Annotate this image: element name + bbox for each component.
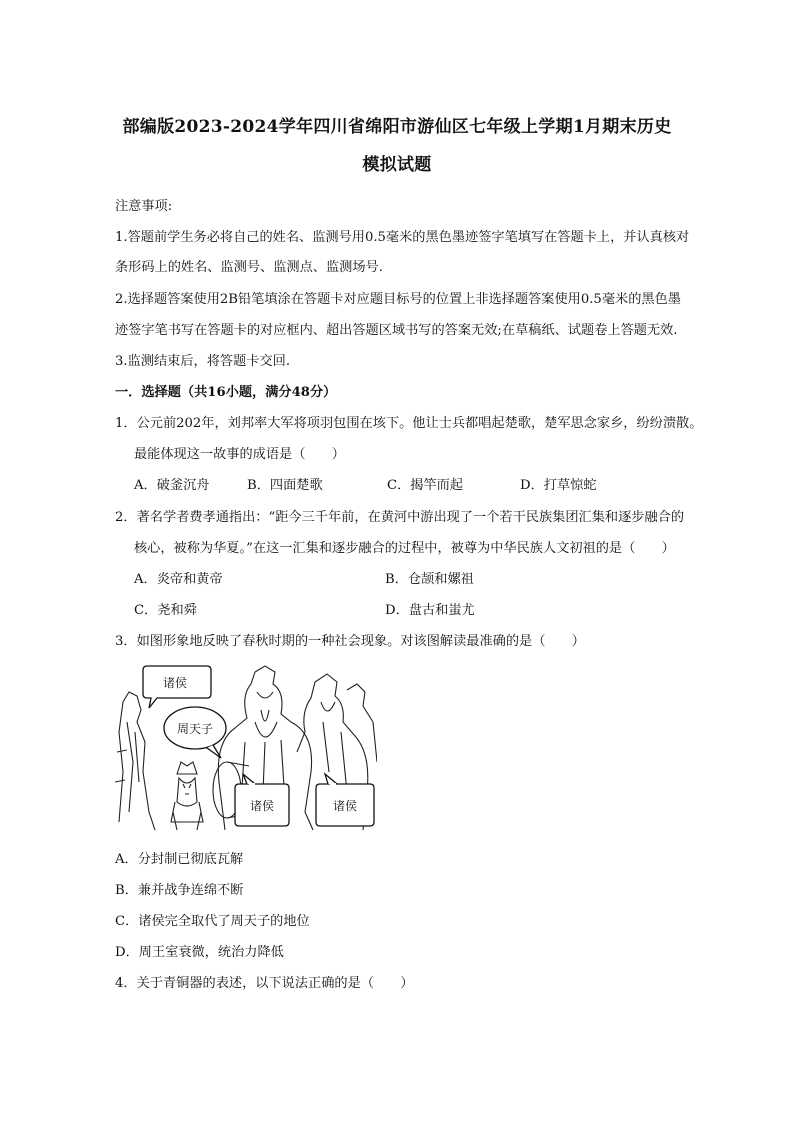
question-3-option-c: C．诸侯完全取代了周天子的地位 [115,914,310,929]
exam-title-line1: 部编版2023-2024学年四川省绵阳市游仙区七年级上学期1月期末历史 [122,117,672,137]
question-2-option-a: A．炎帝和黄帝 [134,572,223,587]
notice-item2-line2: 迹签字笔书写在答题卡的对应框内、超出答题区域书写的答案无效;在草稿纸、试题卷上答题无效. [115,323,678,338]
question-2-option-b: B．仓颉和嫘祖 [385,572,474,587]
notice-item1-line2: 条形码上的姓名、监测号、监测点、监测场号. [115,260,383,275]
question-1-option-b: B．四面楚歌 [247,478,323,493]
question-3-option-b: B．兼并战争连绵不断 [115,883,244,898]
question-3-option-d: D．周王室衰微，统治力降低 [115,945,284,960]
question-1-option-a: A．破釜沉舟 [134,478,210,493]
question-3-illustration [115,662,377,832]
figure-label-lord-1: 诸侯 [163,676,188,690]
question-2-option-c: C．尧和舜 [134,603,197,618]
question-4-stem-line1: 4．关于青铜器的表述，以下说法正确的是（ ） [115,976,414,991]
question-1-stem-line1: 1．公元前202年，刘邦率大军将项羽包围在垓下。他让士兵都唱起楚歌，楚军思念家乡，纷纷溃散。 [115,416,703,431]
notice-item3: 3.监测结束后，将答题卡交回. [115,354,291,369]
question-3-option-a: A．分封制已彻底瓦解 [115,852,244,867]
notice-item1-line1: 1.答题前学生务必将自己的姓名、监测号用0.5毫米的黑色墨迹签字笔填写在答题卡上，并认真核对 [115,230,690,245]
spring-autumn-cartoon [115,662,377,832]
figure-label-king: 周天子 [177,722,214,736]
question-1-option-c: C．揭竿而起 [387,478,464,493]
section-heading: 一．选择题（共16小题，满分48分） [115,385,337,400]
question-2-stem-line2: 核心，被称为华夏。”在这一汇集和逐步融合的过程中，被尊为中华民族人文初祖的是（ ） [134,541,675,556]
exam-title-line2: 模拟试题 [362,155,432,175]
question-1-option-d: D．打草惊蛇 [520,478,597,493]
question-2-option-d: D．盘古和蚩尤 [385,603,475,618]
figure-label-lord-3: 诸侯 [333,799,358,813]
notice-item2-line1: 2.选择题答案使用2B铅笔填涂在答题卡对应题目标号的位置上非选择题答案使用0.5毫米的黑色墨 [115,292,681,307]
question-2-stem-line1: 2．著名学者费孝通指出：“距今三千年前，在黄河中游出现了一个若干民族集团汇集和逐步融合的 [115,510,685,525]
notice-heading: 注意事项: [115,199,173,214]
question-3-stem-line1: 3．如图形象地反映了春秋时期的一种社会现象。对该图解读最准确的是（ ） [115,634,585,649]
question-1-stem-line2: 最能体现这一故事的成语是（ ） [134,447,345,462]
figure-label-lord-2: 诸侯 [250,799,275,813]
